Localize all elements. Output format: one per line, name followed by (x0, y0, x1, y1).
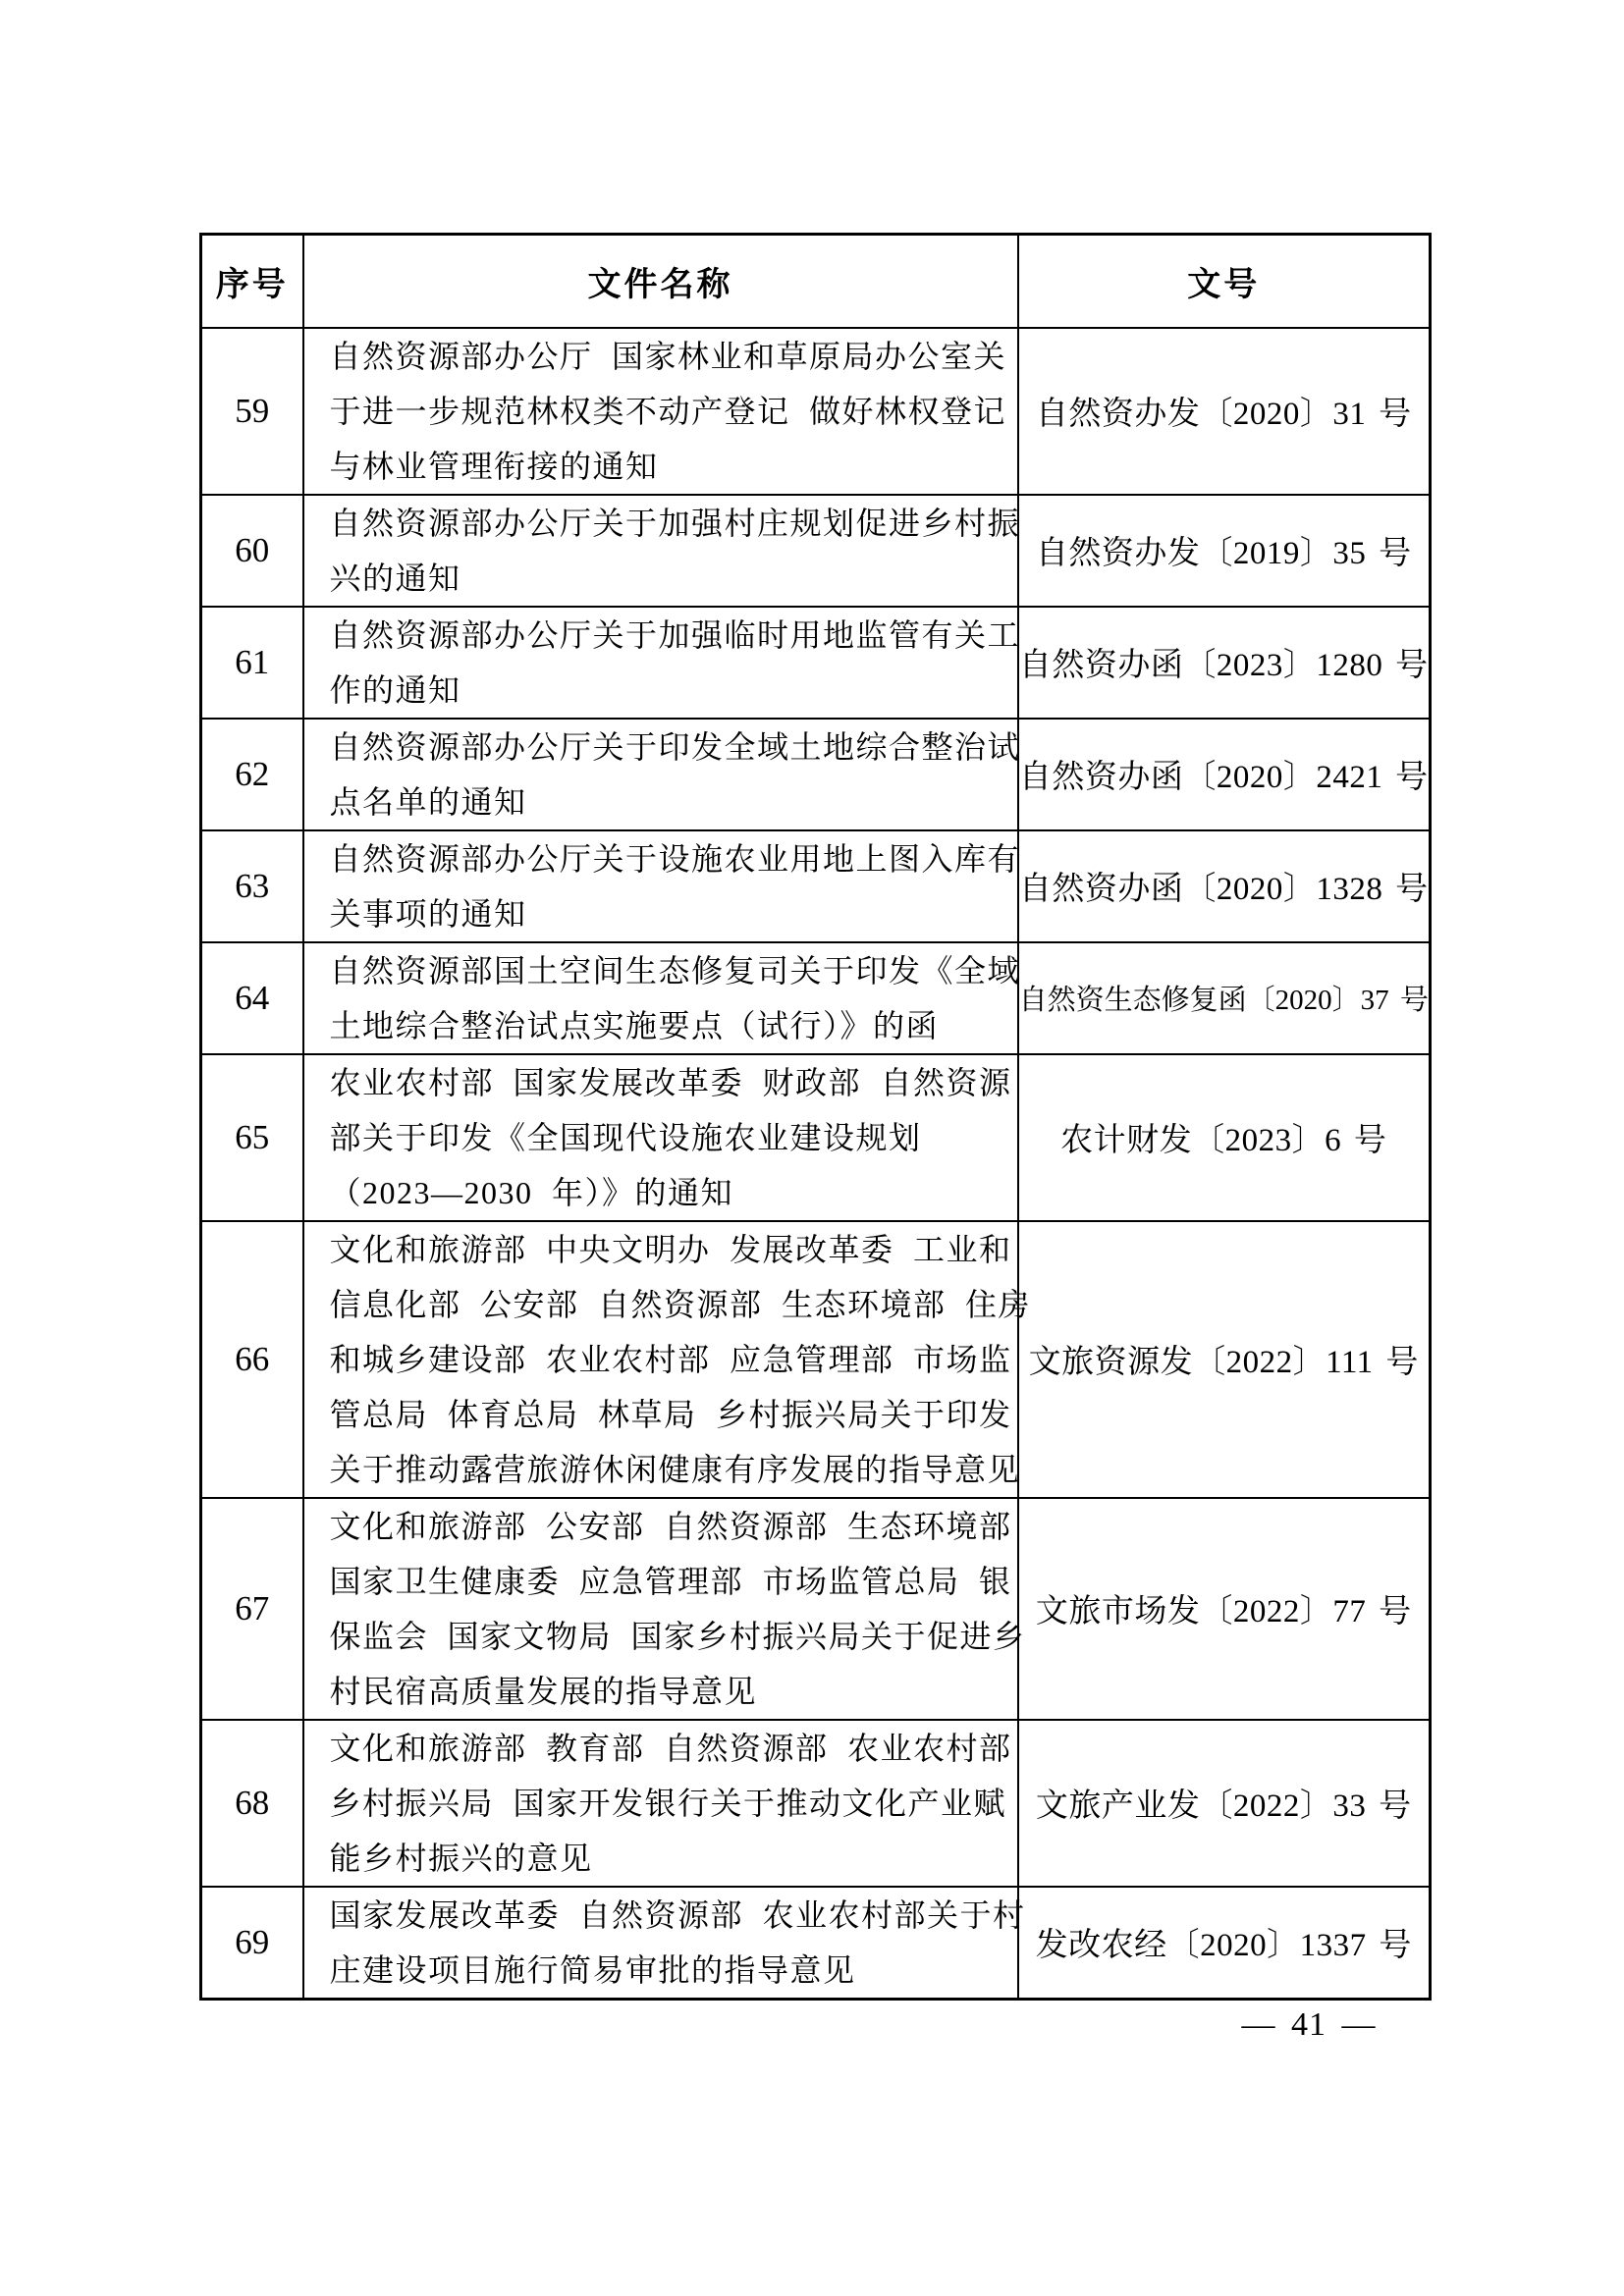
table-row (201, 942, 1431, 1054)
row-index: 68 (201, 1720, 303, 1887)
document-name (303, 942, 1021, 1054)
document-number: 自然资办函〔2020〕1328 号 (1018, 830, 1431, 942)
document-name-line: 文化和旅游部 教育部 自然资源部 农业农村部 (329, 1730, 1012, 1766)
document-name (303, 830, 1021, 942)
document-name-line: 自然资源部国土空间生态修复司关于印发《全域 (329, 952, 1021, 988)
document-name (303, 495, 1021, 607)
document-name-line: 自然资源部办公厅 国家林业和草原局办公室关 (329, 338, 1007, 374)
document-name-line: 信息化部 公安部 自然资源部 生态环境部 住房 (329, 1286, 1032, 1322)
table-row (201, 495, 1431, 607)
document-name-line: 关于推动露营旅游休闲健康有序发展的指导意见 (329, 1451, 1021, 1487)
table-row (201, 328, 1431, 495)
document-table (199, 233, 1432, 2001)
document-name (303, 607, 1021, 719)
document-name (303, 719, 1021, 830)
document-number: 文旅资源发〔2022〕111 号 (1018, 1221, 1431, 1498)
row-index: 66 (201, 1221, 303, 1498)
document-name-line: 于进一步规范林权类不动产登记 做好林权登记 (329, 393, 1007, 429)
document-name-line: 关事项的通知 (329, 895, 527, 932)
page-number: — 41 — (1241, 2006, 1377, 2043)
row-index: 61 (201, 607, 303, 719)
header-name: 文件名称 (303, 235, 1018, 328)
row-index: 67 (201, 1498, 303, 1720)
document-name-line: 乡村振兴局 国家开发银行关于推动文化产业赋 (329, 1785, 1007, 1821)
document-name (303, 1221, 1032, 1498)
row-index: 63 (201, 830, 303, 942)
document-name-line: 点名单的通知 (329, 783, 527, 820)
document-name-line: 作的通知 (329, 671, 461, 708)
document-number: 自然资办函〔2020〕2421 号 (1018, 719, 1431, 830)
document-name (303, 1887, 1026, 2000)
table-row (201, 1498, 1431, 1720)
table-row (201, 1054, 1431, 1221)
table-row (201, 1887, 1431, 2000)
document-name-line: 文化和旅游部 中央文明办 发展改革委 工业和 (329, 1231, 1012, 1267)
row-index: 59 (201, 328, 303, 495)
document-name (303, 1054, 1018, 1221)
document-name-line: 土地综合整治试点实施要点（试行）》的函 (329, 1007, 940, 1043)
row-index: 69 (201, 1887, 303, 2000)
row-index: 64 (201, 942, 303, 1054)
row-index: 65 (201, 1054, 303, 1221)
document-number: 发改农经〔2020〕1337 号 (1018, 1887, 1431, 2000)
document-name-line: 国家卫生健康委 应急管理部 市场监管总局 银 (329, 1563, 1012, 1599)
document-name-line: 自然资源部办公厅关于印发全域土地综合整治试 (329, 728, 1021, 765)
document-name-line: 与林业管理衔接的通知 (329, 448, 659, 484)
row-index: 60 (201, 495, 303, 607)
document-name-line: （2023—2030 年）》的通知 (329, 1174, 734, 1210)
table-row (201, 719, 1431, 830)
document-number: 农计财发〔2023〕6 号 (1018, 1054, 1431, 1221)
document-name-line: 国家发展改革委 自然资源部 农业农村部关于村 (329, 1896, 1026, 1933)
document-name-line: 管总局 体育总局 林草局 乡村振兴局关于印发 (329, 1396, 1012, 1432)
table-row (201, 830, 1431, 942)
document-name-line: 能乡村振兴的意见 (329, 1840, 593, 1876)
document-name-line: 自然资源部办公厅关于加强村庄规划促进乡村振 (329, 505, 1021, 541)
document-name-line: 自然资源部办公厅关于加强临时用地监管有关工 (329, 616, 1021, 653)
header-number: 文号 (1018, 235, 1431, 328)
document-number: 文旅市场发〔2022〕77 号 (1018, 1498, 1431, 1720)
document-name-line: 保监会 国家文物局 国家乡村振兴局关于促进乡 (329, 1618, 1026, 1654)
document-number: 自然资生态修复函〔2020〕37 号 (1018, 942, 1431, 1054)
document-number: 文旅产业发〔2022〕33 号 (1018, 1720, 1431, 1887)
document-number: 自然资办发〔2020〕31 号 (1018, 328, 1431, 495)
document-name (303, 328, 1018, 495)
document-number: 自然资办函〔2023〕1280 号 (1018, 607, 1431, 719)
document-name-line: 庄建设项目施行简易审批的指导意见 (329, 1951, 856, 1988)
document-name-line: 兴的通知 (329, 560, 461, 596)
table-row (201, 1221, 1431, 1498)
document-name-line: 部关于印发《全国现代设施农业建设规划 (329, 1119, 922, 1155)
table-header-row (201, 235, 1431, 328)
document-name (303, 1498, 1026, 1720)
document-name (303, 1720, 1018, 1887)
header-index: 序号 (201, 235, 303, 328)
document-name-line: 农业农村部 国家发展改革委 财政部 自然资源 (329, 1064, 1012, 1100)
table-row (201, 1720, 1431, 1887)
document-name-line: 自然资源部办公厅关于设施农业用地上图入库有 (329, 840, 1021, 877)
document-name-line: 和城乡建设部 农业农村部 应急管理部 市场监 (329, 1341, 1012, 1377)
document-name-line: 文化和旅游部 公安部 自然资源部 生态环境部 (329, 1508, 1012, 1544)
document-number: 自然资办发〔2019〕35 号 (1018, 495, 1431, 607)
document-name-line: 村民宿高质量发展的指导意见 (329, 1673, 758, 1709)
table-row (201, 607, 1431, 719)
row-index: 62 (201, 719, 303, 830)
